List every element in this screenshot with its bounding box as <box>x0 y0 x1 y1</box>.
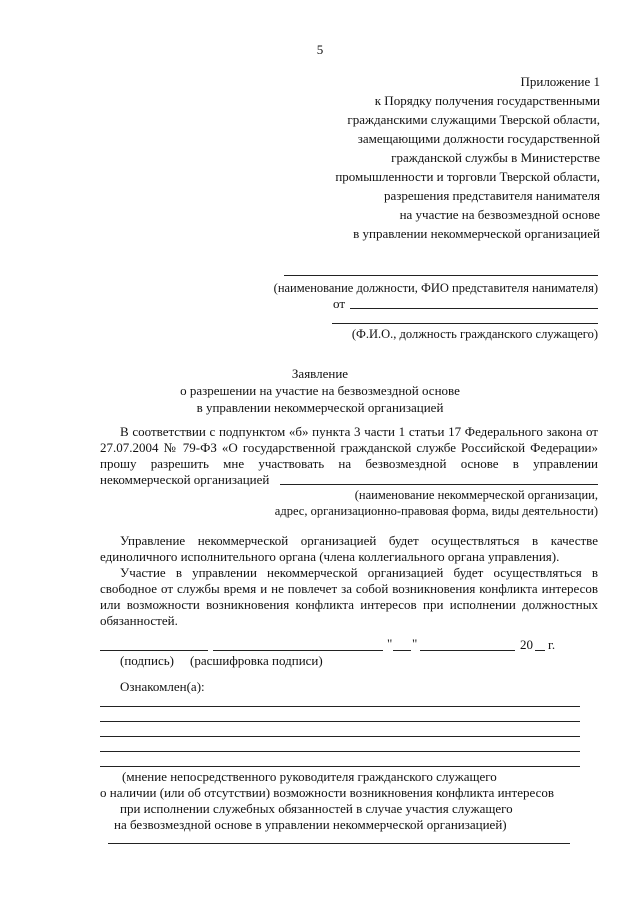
closing-line[interactable] <box>108 843 570 844</box>
statement-subtitle: в управлении некоммерческой организацией <box>196 400 444 415</box>
signature-decode-caption: (расшифровка подписи) <box>190 653 323 668</box>
organization-caption: (наименование некоммерческой организации, <box>354 488 598 502</box>
body-line: или возможности возникновения конфликта интересов при исполнении должностных <box>100 597 598 612</box>
date-quote-open: " <box>387 636 393 651</box>
employee-name-line[interactable] <box>332 323 598 324</box>
appendix-line: промышленности и торговли Тверской области, <box>335 169 600 184</box>
body-line: единоличного исполнительного органа (члена коллегиального органа управления). <box>100 549 560 564</box>
signature-caption: (подпись) <box>120 653 174 668</box>
opinion-caption: на безвозмездной основе в управлении некоммерческой организацией) <box>114 817 507 832</box>
date-day-line[interactable] <box>393 650 411 651</box>
organization-line[interactable] <box>280 484 598 485</box>
appendix-line: на участие на безвозмездной основе <box>399 207 600 222</box>
appendix-line: гражданской службы в Министерстве <box>391 150 600 165</box>
employer-caption: (наименование должности, ФИО представителя нанимателя) <box>273 281 598 295</box>
employee-from-line[interactable] <box>350 308 598 309</box>
appendix-block <box>250 72 600 243</box>
employer-name-line[interactable] <box>284 275 598 276</box>
appendix-line: замещающими должности государственной <box>357 131 600 146</box>
organization-caption: адрес, организационно-правовая форма, виды деятельности) <box>274 504 598 518</box>
date-month-line[interactable] <box>420 650 515 651</box>
body-line: свободное от службы время и не повлечет за собой возникновения конфликта интересов <box>100 581 598 596</box>
body-line: обязанностей. <box>100 613 178 628</box>
appendix-title: Приложение 1 <box>520 74 600 89</box>
appendix-line: гражданскими служащими Тверской области, <box>347 112 600 127</box>
appendix-line: в управлении некоммерческой организацией <box>353 226 600 241</box>
body-line: Участие в управлении некоммерческой организацией будет осуществляться в <box>120 565 598 580</box>
opinion-caption: (мнение непосредственного руководителя гражданского служащего <box>122 769 497 784</box>
opinion-line[interactable] <box>100 766 580 767</box>
body-line: Управление некоммерческой организацией будет осуществляться в качестве <box>120 533 598 548</box>
opinion-line[interactable] <box>100 751 580 752</box>
opinion-caption: при исполнении служебных обязанностей в случае участия служащего <box>120 801 513 816</box>
date-year-line[interactable] <box>535 650 545 651</box>
appendix-line: разрешения представителя нанимателя <box>383 188 600 203</box>
opinion-line[interactable] <box>100 721 580 722</box>
body-line: В соответствии с подпунктом «б» пункта 3 части 1 статьи 17 Федерального закона от <box>120 424 598 439</box>
employee-caption: (Ф.И.О., должность гражданского служащего) <box>351 327 598 341</box>
appendix-line: к Порядку получения государственными <box>374 93 600 108</box>
signature-decode-line[interactable] <box>213 650 383 651</box>
date-year-prefix: 20 <box>520 637 533 652</box>
date-year-suffix: г. <box>548 637 556 652</box>
acknowledged-label: Ознакомлен(а): <box>120 679 205 694</box>
date-quote-close: " <box>412 636 418 651</box>
statement-subtitle: о разрешении на участие на безвозмездной основе <box>180 383 460 398</box>
statement-title: Заявление <box>291 366 349 381</box>
signature-line[interactable] <box>100 650 208 651</box>
from-label: от <box>333 296 346 311</box>
page-number: 5 <box>316 42 324 57</box>
opinion-line[interactable] <box>100 736 580 737</box>
body-line: прошу разрешить мне участвовать на безвозмездной основе в управлении <box>100 456 598 471</box>
body-line: некоммерческой организацией <box>100 472 270 487</box>
body-line: 27.07.2004 № 79-ФЗ «О государственной гражданской службе Российской Федерации» <box>100 440 598 455</box>
opinion-line[interactable] <box>100 706 580 707</box>
opinion-caption: о наличии (или об отсутствии) возможности возникновения конфликта интересов <box>100 785 554 800</box>
